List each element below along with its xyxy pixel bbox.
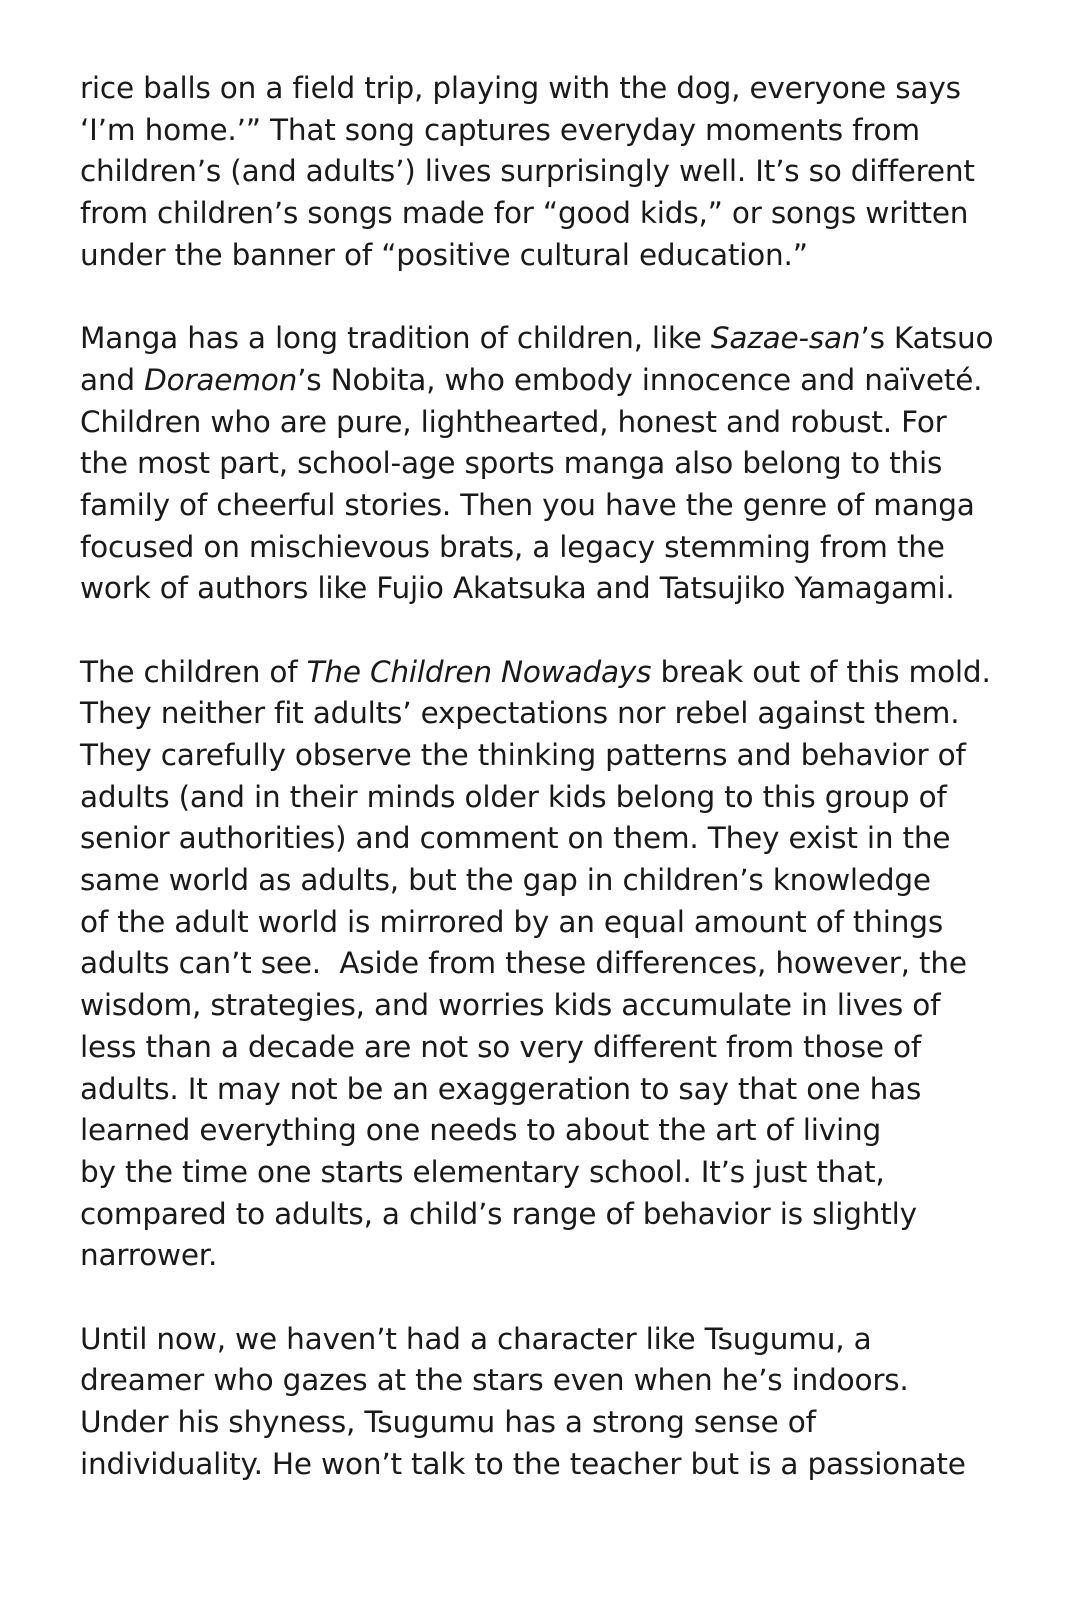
text-segment: wisdom, strategies, and worries kids accumulate in lives of	[80, 988, 941, 1023]
text-line	[80, 1152, 980, 1194]
text-line	[80, 1235, 980, 1277]
text-segment: adults. It may not be an exaggeration to say that one has	[80, 1071, 922, 1106]
text-line	[80, 818, 980, 860]
paragraph-gap	[80, 610, 980, 652]
text-segment: work of authors like Fujio Akatsuka and Tatsujiko Yamagami.	[80, 571, 955, 606]
text-segment: individuality. He won’t talk to the teacher but is a passionate	[80, 1446, 966, 1481]
text-line	[80, 1360, 980, 1402]
italic-title: Doraemon	[144, 362, 298, 397]
paragraph-4	[80, 1319, 980, 1486]
text-line	[80, 777, 980, 819]
text-line	[80, 235, 980, 277]
text-line	[80, 1402, 980, 1444]
text-segment: under the banner of “positive cultural education.”	[80, 237, 808, 272]
text-segment: Children who are pure, lighthearted, honest and robust. For	[80, 404, 947, 439]
text-line	[80, 318, 994, 360]
text-segment: focused on mischievous brats, a legacy stemming from the	[80, 529, 945, 564]
text-segment: compared to adults, a child’s range of behavior is slightly	[80, 1196, 917, 1231]
italic-title: The Children Nowadays	[306, 654, 652, 689]
text-line	[80, 485, 980, 527]
text-line	[80, 110, 980, 152]
text-segment: break out of this mold.	[651, 654, 991, 689]
text-line	[80, 151, 980, 193]
text-line	[80, 985, 980, 1027]
text-line	[80, 360, 983, 402]
paragraph-1	[80, 68, 980, 276]
text-segment: dreamer who gazes at the stars even when he’s indoors.	[80, 1363, 909, 1398]
text-line	[80, 1319, 980, 1361]
text-segment: They neither fit adults’ expectations nor rebel against them.	[80, 696, 960, 731]
body-text	[80, 68, 994, 1485]
text-line	[80, 902, 980, 944]
text-line	[80, 568, 980, 610]
text-segment: the most part, school-age sports manga also belong to this	[80, 446, 943, 481]
text-line	[80, 527, 980, 569]
text-segment: Manga has a long tradition of children, like	[80, 321, 711, 356]
text-segment: by the time one starts elementary school. It’s just that,	[80, 1154, 885, 1189]
text-segment: senior authorities) and comment on them. They exist in the	[80, 821, 951, 856]
text-segment: ’s Katsuo	[860, 321, 994, 356]
text-segment: and	[80, 362, 145, 397]
text-segment: ’s Nobita, who embody innocence and naïveté.	[297, 362, 983, 397]
text-segment: Under his shyness, Tsugumu has a strong sense of	[80, 1405, 816, 1439]
text-segment: adults (and in their minds older kids belong to this group of	[80, 779, 947, 814]
text-segment: ‘I’m home.’” That song captures everyday moments from	[80, 112, 920, 147]
text-segment: from children’s songs made for “good kids,” or songs written	[80, 196, 969, 231]
text-line	[80, 735, 980, 777]
paragraph-3	[80, 652, 991, 1277]
text-line	[80, 1110, 980, 1152]
text-segment: narrower.	[80, 1238, 218, 1273]
text-segment: children’s (and adults’) lives surprisingly well. It’s so different	[80, 154, 975, 189]
text-line	[80, 1069, 980, 1111]
paragraph-gap	[80, 1277, 980, 1319]
text-line	[80, 652, 991, 694]
text-segment: less than a decade are not so very different from those of	[80, 1029, 922, 1064]
text-line	[80, 1194, 980, 1236]
text-line	[80, 1027, 980, 1069]
paragraph-2	[80, 318, 994, 610]
text-line	[80, 693, 980, 735]
text-segment: They carefully observe the thinking patterns and behavior of	[80, 738, 966, 772]
text-segment: of the adult world is mirrored by an equal amount of things	[80, 904, 943, 939]
text-line	[80, 402, 980, 444]
text-segment: adults can’t see. Aside from these differences, however, the	[80, 946, 967, 981]
text-segment: same world as adults, but the gap in children’s knowledge	[80, 863, 931, 898]
text-segment: Until now, we haven’t had a character like Tsugumu, a	[80, 1321, 872, 1356]
text-line	[80, 443, 980, 485]
text-line	[80, 1444, 980, 1486]
text-segment: rice balls on a field trip, playing with the dog, everyone says	[80, 71, 961, 105]
text-segment: The children of	[80, 654, 307, 689]
text-line	[80, 860, 980, 902]
text-line	[80, 943, 980, 985]
italic-title: Sazae-san	[710, 321, 861, 356]
text-line	[80, 68, 980, 110]
text-segment: learned everything one needs to about the art of living	[80, 1113, 882, 1148]
paragraph-gap	[80, 276, 980, 318]
text-segment: family of cheerful stories. Then you have the genre of manga	[80, 487, 975, 522]
text-line	[80, 193, 980, 235]
